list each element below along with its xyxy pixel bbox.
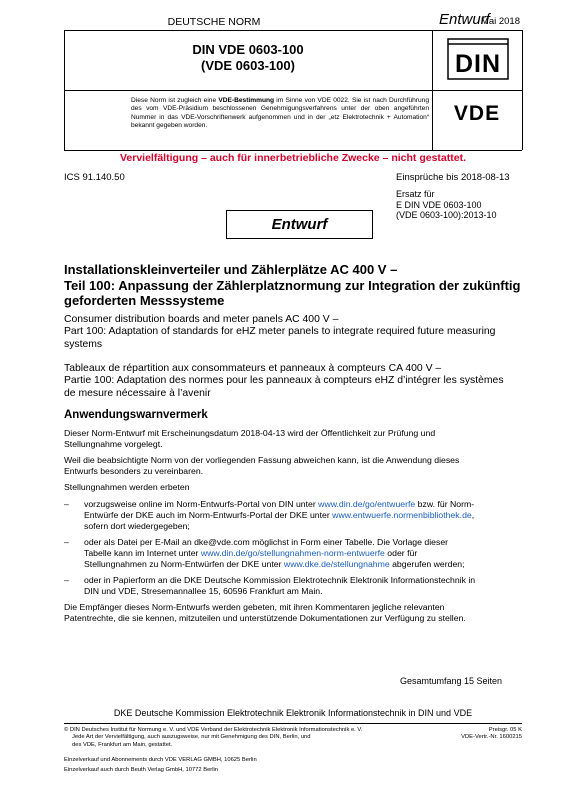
total-pages: Gesamtumfang 15 Seiten bbox=[400, 676, 503, 686]
bullet1-text-b: bzw. für Norm- bbox=[415, 499, 475, 509]
list-item-text bbox=[84, 575, 524, 597]
list-dash: – bbox=[64, 537, 69, 547]
bullet3-line2: DIN und VDE, Stresemannallee 15, 60596 Frankfurt am Main. bbox=[84, 586, 323, 596]
title-german-line3: geforderten Messsysteme bbox=[64, 293, 225, 308]
din-logo-text: DIN bbox=[454, 50, 502, 78]
title-french bbox=[64, 363, 524, 400]
dke-stellungnahme-link[interactable]: www.dke.de/stellungnahme bbox=[283, 559, 390, 569]
list-item bbox=[64, 499, 522, 532]
list-dash: – bbox=[64, 575, 69, 585]
notice-paragraph-2 bbox=[64, 455, 522, 477]
notice-p1-line2: Stellungnahme vorgelegt. bbox=[64, 439, 163, 449]
title-english-line1: Consumer distribution boards and meter panels AC 400 V – bbox=[64, 314, 339, 325]
issue-date: Mai 2018 bbox=[480, 16, 520, 27]
vde-note bbox=[131, 97, 429, 131]
document-header bbox=[64, 11, 522, 30]
vde-order-number: VDE-Vertr.-Nr. 1600215 bbox=[461, 734, 522, 741]
list-item bbox=[64, 575, 522, 597]
list-item bbox=[64, 537, 522, 570]
draft-status: Entwurf bbox=[439, 11, 490, 28]
stellungnahmen-link[interactable]: www.din.de/go/stellungnahmen-norm-entwuerfe bbox=[200, 548, 385, 558]
standard-number bbox=[64, 42, 432, 74]
bullet2-text-b: oder für bbox=[384, 548, 418, 558]
title-german-line1: Installationskleinverteiler und Zählerplätze AC 400 V – bbox=[64, 262, 398, 277]
bullet1-text-a: vorzugsweise online im Norm-Entwurfs-Portal von DIN unter bbox=[84, 499, 319, 509]
vde-logo: VDE bbox=[453, 102, 501, 125]
bullet2-text-c: Stellungnahmen zu Norm-Entwürfen der DKE unter bbox=[84, 559, 284, 569]
replacement-line3: (VDE 0603-100):2013-10 bbox=[396, 210, 497, 220]
title-german bbox=[64, 262, 524, 309]
sales-info-1: Einzelverkauf und Abonnements durch VDE VERLAG GMBH, 10625 Berlin bbox=[64, 757, 257, 763]
copy-warning: Vervielfältigung – auch für innerbetriebliche Zwecke – nicht gestattet. bbox=[119, 152, 466, 164]
notice-p1-line1: Dieser Norm-Entwurf mit Erscheinungsdatum 2018-04-13 wird der Öffentlichkeit zur Prüfung und bbox=[64, 428, 436, 438]
title-english-line3: systems bbox=[64, 338, 103, 350]
list-item-text bbox=[84, 499, 524, 532]
notice-paragraph-1 bbox=[64, 428, 522, 450]
bullet2-text-d: abgerufen werden; bbox=[389, 559, 465, 569]
standard-number-line2: (VDE 0603-100) bbox=[201, 58, 295, 73]
bullet2-line1: oder als Datei per E-Mail an dke@vde.com möglichst in Form einer Tabelle. Die Vorlage dieser bbox=[84, 537, 449, 547]
normenbibliothek-link[interactable]: www.entwuerfe.normenbibliothek.de bbox=[332, 510, 472, 520]
sales-info-2: Einzelverkauf auch durch Beuth Verlag GmbH, 10772 Berlin bbox=[64, 767, 219, 773]
title-english bbox=[64, 314, 524, 351]
box-right-border bbox=[522, 30, 523, 150]
standard-number-line1: DIN VDE 0603-100 bbox=[192, 42, 304, 57]
notice-p4-line1: Die Empfänger dieses Norm-Entwurfs werden gebeten, mit ihren Kommentaren jegliche relevanten bbox=[64, 602, 445, 612]
title-english-line2: Part 100: Adaptation of standards for eHZ meter panels to integrate required future measuring bbox=[64, 326, 496, 338]
bullet3-line1: oder in Papierform an die DKE Deutsche Kommission Elektrotechnik Elektronik Informationstechnik in bbox=[84, 575, 476, 585]
notice-p4-line2: Patentrechte, die sie kennen, mitzuteilen und unterstützende Dokumentationen zur Verfügung zu stellen. bbox=[64, 613, 466, 623]
dke-committee: DKE Deutsche Kommission Elektrotechnik Elektronik Informationstechnik in DIN und VDE bbox=[113, 708, 473, 718]
vde-note-post: im Sinne von VDE 0022. Sie ist nach Durchführung des vom VDE-Präsidium beschlossenen Genehmigungsverfahrens unter der oben angeführten Nummer in das VDE-Vorschriftenwerk aufgenommen und in der „etz Elektrotechnik + Automation“ bekannt gegeben worden. bbox=[131, 97, 430, 130]
bullet2-text-a: Tabelle kann im Internet unter bbox=[84, 548, 201, 558]
notice-p2-line1: Weil die beabsichtigte Norm von der vorliegenden Fassung abweichen kann, ist die Anwendung dieses bbox=[64, 455, 460, 465]
ics-code: ICS 91.140.50 bbox=[64, 172, 125, 183]
footer-rule bbox=[64, 723, 522, 724]
copyright-line2: Jede Art der Vervielfältigung, auch auszugsweise, nur mit Genehmigung des DIN, Berlin, und bbox=[72, 734, 311, 741]
din-entwuerfe-link[interactable]: www.din.de/go/entwuerfe bbox=[318, 499, 416, 509]
price-info bbox=[461, 727, 522, 742]
replacement-line1: Ersatz für bbox=[396, 189, 435, 199]
title-french-line1: Tableaux de répartition aux consommateurs et panneaux à compteurs CA 400 V – bbox=[64, 363, 442, 374]
replacement-line2: E DIN VDE 0603-100 bbox=[396, 199, 482, 210]
objection-deadline: Einsprüche bis 2018-08-13 bbox=[396, 172, 510, 183]
title-french-line3: de mesure nécessaire à l’avenir bbox=[64, 387, 211, 399]
title-french-line2: Partie 100: Adaptation des normes pour les panneaux à compteurs eHZ d’intégrer les systèmes bbox=[64, 375, 504, 387]
vde-note-bold: VDE-Bestimmung bbox=[218, 97, 275, 104]
bullet1-text-c: Entwürfe der DKE auch im Norm-Entwurfs-Portal der DKE unter bbox=[84, 510, 333, 520]
list-item-text bbox=[84, 537, 524, 570]
replacement-info bbox=[396, 189, 497, 221]
box-mid-rule bbox=[64, 90, 522, 91]
bullet1-text-d: , bbox=[471, 510, 475, 520]
price-group: Preisgr. 05 K bbox=[488, 727, 522, 733]
notice-paragraph-3: Stellungnahmen werden erbeten bbox=[64, 482, 190, 492]
vde-note-pre: Diese Norm ist zugleich eine bbox=[131, 97, 219, 104]
draft-box: Entwurf bbox=[226, 210, 373, 239]
copyright-line1: © DIN Deutsches Institut für Normung e. V. und VDE Verband der Elektrotechnik Elektronik Informationstechnik e. V. bbox=[64, 727, 363, 733]
din-logo bbox=[447, 38, 509, 80]
norm-label: DEUTSCHE NORM bbox=[167, 16, 261, 28]
title-german-line2: Teil 100: Anpassung der Zählerplatznormung zur Integration der zukünftig bbox=[64, 277, 521, 293]
warning-notice-heading: Anwendungswarnvermerk bbox=[64, 409, 208, 421]
bullet1-line3: sofern dort wiedergegeben; bbox=[84, 521, 190, 531]
notice-paragraph-4 bbox=[64, 602, 522, 624]
copyright-line3: des VDE, Frankfurt am Main, gestattet. bbox=[72, 741, 173, 748]
list-dash: – bbox=[64, 499, 69, 509]
notice-p2-line2: Entwurfs besonders zu vereinbaren. bbox=[64, 466, 204, 476]
copyright-notice bbox=[64, 727, 362, 749]
